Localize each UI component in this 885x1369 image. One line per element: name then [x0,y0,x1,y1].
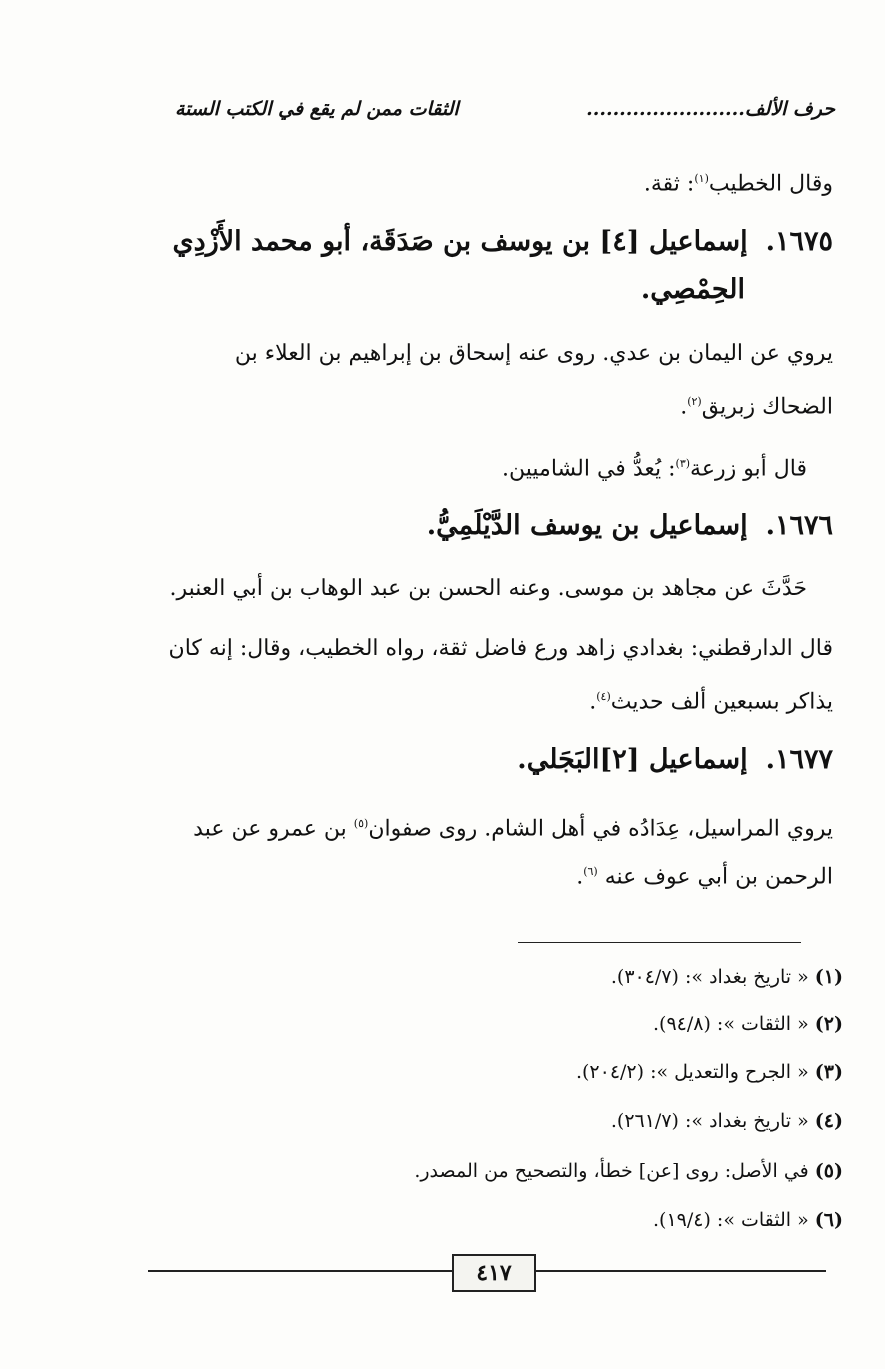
running-header [175,98,835,120]
entry-1675-title: ١٦٧٥.إسماعيل [٤] بن يوسف بن صَدَقَة، أبو محمد الأَزْدِي [143,218,833,266]
footnote-6: (٦) « الثقات »: (١٩/٤). [652,1209,843,1231]
footnote-ref: (٤) [596,690,611,703]
footnote-2: (٢) « الثقات »: (٩٤/٨). [652,1013,843,1035]
entry-1676-title: ١٦٧٦.إسماعيل بن يوسف الدَّيْلَمِيُّ. [143,502,833,550]
footnote-3: (٣) « الجرح والتعديل »: (٢٠٤/٢). [575,1061,843,1083]
text-line: يروي عن اليمان بن عدي. روى عنه إسحاق بن إبراهيم بن العلاء بن [234,341,833,366]
entry-number: ١٦٧٦. [765,510,833,541]
text-line: الضحاك زبريق$^{(٢)}$. [680,394,833,420]
footnote-1: (١) « تاريخ بغداد »: (٣٠٤/٧). [610,966,843,988]
text-line: قال الدارقطني: بغدادي زاهد ورع فاضل ثقة، رواه الخطيب، وقال: إنه كان [168,636,833,661]
footnote-5: (٥) في الأصل: روى [عن] خطأ، والتصحيح من المصدر. [414,1160,843,1182]
footnote-ref: (٣) [675,457,691,470]
text-line: يروي المراسيل، عِدَادُه في أهل الشام. روى صفوان$^{(٥)}$ بن عمرو عن عبد [193,816,833,842]
entry-1675-title-cont: الحِمْصِي. [640,274,745,305]
footnote-ref: (١) [694,172,709,185]
footnote-ref: (٢) [687,395,702,408]
footer-rule-right [536,1270,826,1272]
footnote-4: (٤) « تاريخ بغداد »: (٢٦١/٧). [610,1110,843,1132]
header-chapter: حرف الألف........................ [586,98,835,120]
entry-number: ١٦٧٥. [765,226,833,257]
footnote-separator [518,942,801,943]
footer-rule-left [148,1270,452,1272]
text-line: حَدَّثَ عن مجاهد بن موسى. وعنه الحسن بن عبد الوهاب بن أبي العنبر. [169,576,807,601]
footnote-ref: (٦) [583,865,598,878]
header-book-title: الثقات ممن لم يقع في الكتب الستة [175,98,459,120]
text-line: وقال الخطيب$^{(١)}$: ثقة. [643,171,833,197]
text-line: يذاكر بسبعين ألف حديث$^{(٤)}$. [589,689,833,715]
entry-number: ١٦٧٧. [765,744,833,775]
footnote-ref: (٥) [353,817,369,830]
text-line: الرحمن بن أبي عوف عنه $^{(٦)}$. [576,864,833,890]
entry-1677-title: ١٦٧٧.إسماعيل [٢]البَجَلي. [143,736,833,784]
page-number: ٤١٧ [452,1254,536,1292]
text-line: قال أبو زرعة$^{(٣)}$: يُعدُّ في الشاميين. [502,456,807,482]
